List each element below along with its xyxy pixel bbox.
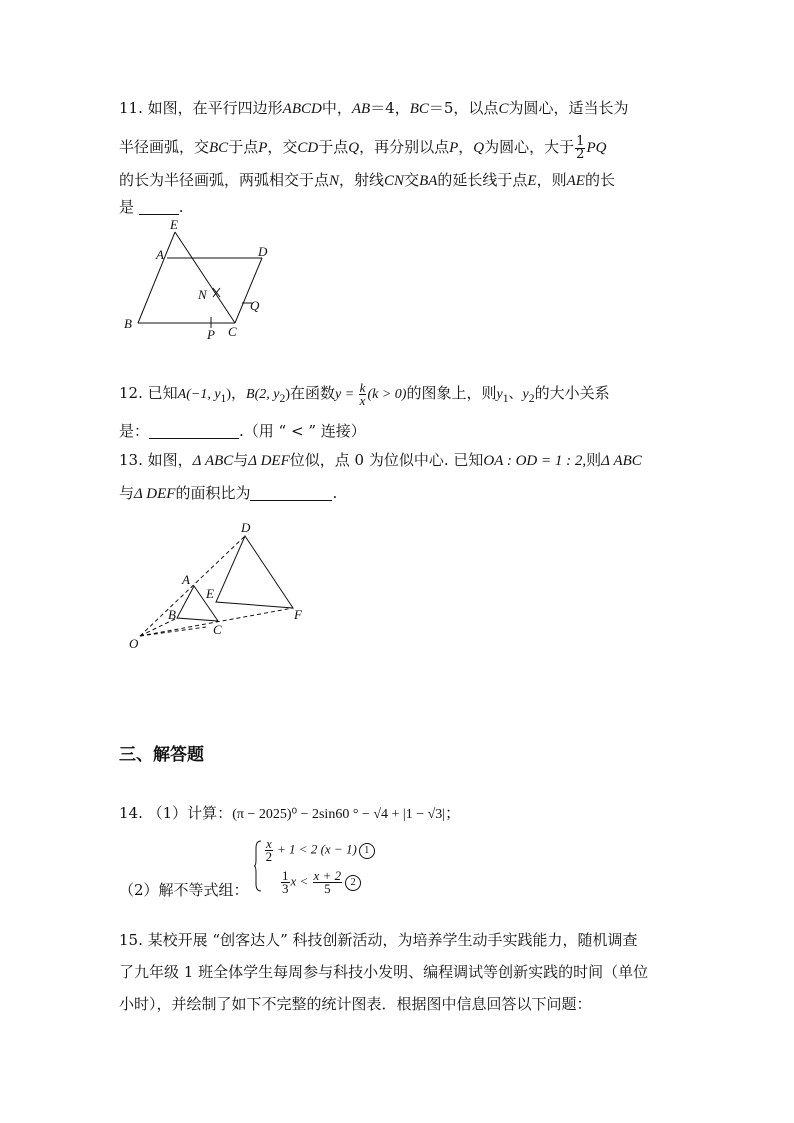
q11-var: CN — [384, 173, 405, 189]
q15-text: 某校开展 “创客达人” 科技创新活动，为培养学生动手实践能力，随机调查 — [147, 931, 638, 949]
q13-text: 与 — [233, 451, 249, 469]
q11-var: P — [258, 140, 268, 156]
q11-text: 的延长线于点 — [437, 171, 528, 189]
answer-blank[interactable] — [250, 484, 332, 501]
q11-text: ，射线 — [339, 171, 385, 189]
fraction-numerator: k — [359, 380, 366, 396]
q11-var: AE — [566, 173, 585, 189]
q11-text: 中， — [321, 99, 352, 117]
triangle-def-shape — [216, 536, 293, 608]
label-c: C — [213, 622, 222, 637]
q11-text: ，则 — [536, 171, 567, 189]
label-c: C — [228, 324, 237, 339]
q12-number: 12. — [119, 384, 143, 402]
q11-text: 于点 — [318, 138, 349, 156]
label-d: D — [258, 244, 268, 259]
circled-number: 2 — [345, 875, 361, 891]
q15-line-2: 了九年级 1 班全体学生每周参与科技小发明、编程调试等创新实践的时间（单位 — [119, 963, 649, 981]
question-12 — [119, 377, 679, 447]
label-e: E — [170, 217, 178, 232]
q14-expression: (π − 2025)⁰ − 2sin60 ° − √4 + |1 − √3| — [232, 807, 446, 822]
label-b: B — [168, 607, 176, 622]
point-a-text: A(−1, y — [177, 387, 221, 402]
q11-text: ，交 — [267, 138, 298, 156]
q11-text: ＝4， — [370, 99, 410, 117]
fraction-numerator: 1 — [576, 133, 585, 149]
label-b: B — [124, 316, 132, 331]
q13-text: 与 — [119, 484, 135, 502]
q13-text: 的面积比为 — [175, 484, 251, 502]
label-n: N — [198, 287, 207, 302]
section-heading: 三、解答题 — [119, 745, 204, 765]
subscript: 2 — [528, 391, 535, 405]
subscript: 2 — [279, 391, 286, 405]
paren: ) — [285, 387, 290, 402]
q13-number: 13. — [119, 451, 143, 469]
q14-text: （2）解不等式组： — [119, 881, 249, 899]
fraction-numerator: x + 2 — [313, 868, 342, 883]
ratio-expr: OA : OD = 1 : 2, — [483, 453, 587, 469]
q11-var: PQ — [586, 140, 607, 156]
q11-line-1 — [119, 92, 679, 125]
q11-text: 半径画弧，交 — [119, 138, 210, 156]
q11-var: ABCD — [282, 101, 322, 117]
q12-text: ， — [231, 384, 247, 402]
label-p: P — [207, 327, 215, 342]
label-o: O — [129, 636, 139, 651]
q11-var: BC — [209, 140, 229, 156]
q11-text: . — [178, 198, 184, 216]
y-values — [496, 387, 535, 405]
q15-number: 15. — [119, 931, 143, 949]
q11-var: BA — [419, 173, 438, 189]
label-f: F — [294, 607, 302, 622]
figure-13 — [120, 515, 320, 655]
q13-text: . — [332, 484, 338, 502]
q11-number: 11. — [119, 99, 143, 117]
function-expr — [335, 380, 407, 409]
q14-text: ； — [445, 804, 461, 822]
q14-part-2-line — [119, 874, 679, 906]
q14-text: （1）计算： — [147, 804, 233, 822]
point-a — [177, 387, 232, 405]
point-b — [246, 387, 290, 405]
q12-line-2 — [119, 415, 679, 447]
q11-var: N — [329, 173, 340, 189]
q11-var: C — [498, 101, 509, 117]
q13-line-2 — [119, 477, 679, 510]
q11-var: BC — [409, 101, 429, 117]
y2: y — [522, 387, 529, 402]
q12-text: 是： — [119, 421, 150, 440]
q14-number: 14. — [119, 804, 143, 822]
ineq1-fraction — [265, 838, 273, 863]
question-13 — [119, 444, 679, 510]
triangle-abc: Δ ABC — [192, 453, 234, 469]
fraction-denominator: 5 — [324, 881, 331, 896]
q11-var: CD — [297, 140, 319, 156]
q12-text: 、 — [508, 387, 523, 402]
fraction-denominator: 2 — [265, 849, 273, 864]
fraction-denominator: 2 — [576, 146, 585, 162]
q11-var: Q — [348, 140, 360, 156]
fraction-numerator: 1 — [282, 868, 289, 883]
answer-blank[interactable] — [149, 422, 239, 439]
function-lhs: y = — [335, 387, 358, 402]
q15-line-1 — [119, 924, 679, 956]
triangle-def: Δ DEF — [134, 486, 176, 502]
q11-text: 交 — [404, 171, 420, 189]
function-fraction — [359, 382, 367, 407]
q11-text: 是 — [119, 198, 135, 216]
label-d: D — [241, 520, 251, 535]
q12-text: .（用 “ < ” 连接） — [239, 421, 366, 440]
q15-line-3: 小时），并绘制了如下不完整的统计图表．根据图中信息回答以下问题： — [119, 995, 592, 1013]
q14-part-1 — [119, 797, 679, 831]
q11-line-3 — [119, 164, 679, 197]
q14-part-2 — [119, 874, 679, 906]
dashed-od — [140, 536, 245, 636]
q12-text: 在函数 — [289, 384, 335, 402]
q12-line-1 — [119, 377, 679, 415]
subscript: 1 — [220, 391, 227, 405]
q11-text: 于点 — [228, 138, 259, 156]
y1: y — [496, 387, 503, 402]
question-14 — [119, 797, 679, 831]
answer-blank[interactable] — [139, 198, 179, 215]
q11-text: 的长为半径画弧，两弧相交于点 — [119, 171, 330, 189]
ray-ce — [175, 232, 235, 323]
question-15 — [119, 924, 679, 1020]
inequality-1 — [264, 838, 375, 863]
label-q: Q — [250, 298, 260, 313]
q11-var: E — [527, 173, 537, 189]
q11-var: AB — [351, 101, 371, 117]
q11-text: ，再分别以点 — [359, 138, 450, 156]
triangle-abc: Δ ABC — [601, 453, 642, 469]
ineq1-text: + 1 < 2 (x − 1) — [277, 841, 357, 857]
point-b-text: B(2, y — [246, 387, 280, 402]
q11-text: 为圆心，适当长为 — [508, 99, 629, 117]
q11-var: Q — [473, 140, 485, 156]
q12-text: 的图象上，则 — [406, 384, 497, 402]
q11-line-2 — [119, 131, 679, 164]
q13-text: 则 — [586, 451, 602, 469]
q13-text: 位似，点 0 为位似中心. 已知 — [289, 451, 484, 469]
label-a: A — [156, 247, 164, 262]
q11-fraction — [575, 133, 585, 162]
q11-text: 的长 — [584, 171, 615, 189]
paren: ) — [226, 387, 232, 402]
ineq2-text: x < — [290, 873, 309, 889]
label-e: E — [206, 586, 214, 601]
function-condition: (k > 0) — [367, 387, 407, 402]
q11-text: ， — [458, 138, 474, 156]
subscript: 1 — [502, 391, 509, 405]
label-a: A — [182, 572, 190, 587]
fraction-numerator: x — [266, 836, 272, 851]
triangle-def: Δ DEF — [248, 453, 290, 469]
q11-text: 为圆心，大于 — [484, 138, 575, 156]
segment-dc — [235, 258, 262, 323]
q12-text: 的大小关系 — [534, 384, 610, 402]
segment-be — [138, 232, 175, 323]
figure-11 — [115, 215, 285, 345]
fraction-denominator: x — [359, 393, 366, 409]
q11-text: ＝5，以点 — [428, 99, 499, 117]
circled-number: 1 — [359, 843, 375, 859]
q11-text: 如图，在平行四边形 — [147, 99, 283, 117]
q13-text: 如图， — [147, 451, 193, 469]
question-11 — [119, 92, 679, 223]
fraction-denominator: 3 — [282, 881, 289, 896]
q11-var: P — [449, 140, 459, 156]
q13-line-1 — [119, 444, 679, 477]
q12-text: 已知 — [147, 384, 178, 402]
